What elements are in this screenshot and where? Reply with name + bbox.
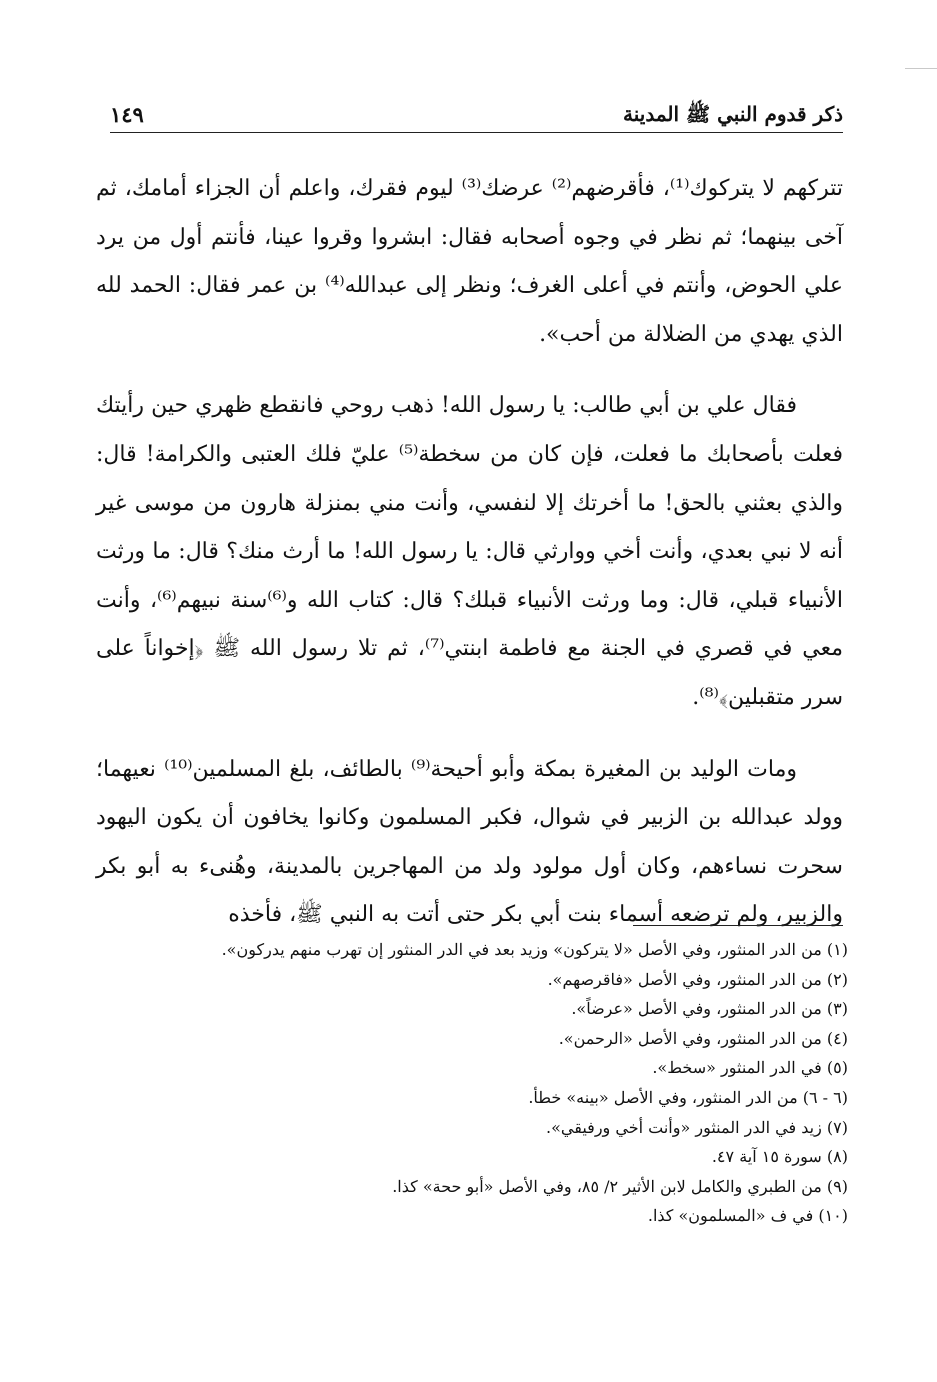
paragraph-1: تتركهم لا يتركوك⁽¹⁾، فأقرضهم⁽²⁾ عرضك⁽³⁾ ليوم فقرك، واعلم أن الجزاء أمامك، ثم آخى بينهما؛ ثم نظر في وجوه أصحابه فقال: ابشروا وقروا عينا، فأنتم أول من يرد علي الحوض، وأنتم في أعلى الغرف؛ ونظر إلى عبدالله⁽⁴⁾ بن عمر فقال: الحمد لله الذي يهدي من الضلالة من أحب». bbox=[96, 176, 843, 347]
footnote-5: (٥) في الدر المنثور «سخط». bbox=[652, 1058, 848, 1078]
page-edge-mark bbox=[905, 68, 937, 69]
footnote-1: (١) من الدر المنثور، وفي الأصل «لا يتركون» وزيد بعد في الدر المنثور إن تهرب منهم يدركون». bbox=[221, 940, 848, 959]
running-title: ذكر قدوم النبي ﷺ المدينة bbox=[623, 102, 843, 126]
footnote-10: (١٠) في ف «المسلمون» كذا. bbox=[647, 1206, 848, 1226]
paragraph-2: فقال علي بن أبي طالب: يا رسول الله! ذهب روحي فانقطع ظهري حين رأيتك فعلت بأصحابك ما فعلت، فإن كان من سخطة⁽⁵⁾ عليّ فلك العتبى والكرامة! قال: والذي بعثني بالحق! ما أخرتك إلا لنفسي، وأنت مني بمنزلة هارون من موسى غير أنه لا نبي بعدي، وأنت أخي ووارثي قال: يا رسول الله! ما أرث منك؟ قال: ما ورثت الأنبياء قبلي، قال: وما ورثت الأنبياء قبلك؟ قال: كتاب الله و⁽⁶⁾سنة نبيهم⁽⁶⁾، وأنت معي في قصري في الجنة مع فاطمة ابنتي⁽⁷⁾، ثم تلا رسول الله ﷺ ﴿إخواناً على سرر متقبلين﴾⁽⁸⁾. bbox=[96, 393, 843, 710]
footnote-7: (٧) زيد في الدر المنثور «وأنت أخي ورفيقي». bbox=[546, 1117, 848, 1137]
footnotes bbox=[96, 935, 848, 1231]
page-header bbox=[110, 98, 843, 133]
footnote-separator bbox=[633, 925, 843, 926]
footnote-8: (٨) سورة ١٥ آية ٤٧. bbox=[711, 1147, 848, 1167]
footnote-4: (٤) من الدر المنثور، وفي الأصل «الرحمن». bbox=[558, 1028, 848, 1048]
footnote-6: (٦ - ٦) من الدر المنثور، وفي الأصل «بينه» خطأ. bbox=[528, 1087, 848, 1107]
footnote-9: (٩) من الطبري والكامل لابن الأثير ٢/ ٨٥، وفي الأصل «أبو ححة» كذا. bbox=[392, 1176, 848, 1196]
footnote-2: (٢) من الدر المنثور، وفي الأصل «فاقرصهم». bbox=[547, 969, 848, 989]
paragraph-3: ومات الوليد بن المغيرة بمكة وأبو أحيحة⁽⁹⁾ بالطائف، بلغ المسلمين⁽¹⁰⁾ نعيهما؛ وولد عبدالله بن الزبير في شوال، فكبر المسلمون وكانوا يخافون أن يكون اليهود سحرت نساءهم، وكان أول مولود ولد من المهاجرين بالمدينة، وهُنىء به أبو بكر والزبير، ولم ترضعه أسماء بنت أبي بكر حتى أتت به النبي ﷺ، فأخذه bbox=[96, 756, 843, 928]
footnote-3: (٣) من الدر المنثور، وفي الأصل «عرضاً». bbox=[571, 999, 848, 1019]
main-text bbox=[96, 165, 843, 940]
page-number: ١٤٩ bbox=[110, 102, 144, 127]
